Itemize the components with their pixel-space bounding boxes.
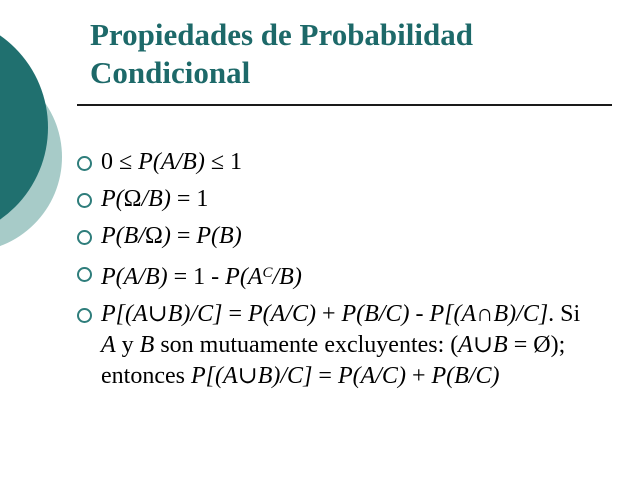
bullet-list [77, 147, 633, 398]
bullet-circle-icon [77, 156, 92, 171]
bullet-text-line: P[(A∪B)/C] = P(A/C) + P(B/C) - P[(A∩B)/C]. Si [101, 301, 581, 327]
bullet-circle-icon [77, 230, 92, 245]
bullet-circle-icon [77, 267, 92, 282]
bullet-item [77, 258, 633, 293]
bullet-text-line: P(B/Ω) = P(B) [101, 223, 242, 249]
bullet-text-line: $P(A/B) = 1 - P(A^C/B)$ [101, 264, 302, 290]
slide-title-line2: Condicional [90, 55, 251, 90]
slide-title [90, 16, 620, 92]
bullet-text-line: P(Ω/B) = 1 [101, 186, 209, 212]
bullet-text-line: A y B son mutuamente excluyentes: (A∪B = Ø); [101, 332, 566, 358]
bullet-text [101, 184, 633, 215]
bullet-text [101, 147, 633, 178]
bullet-text-line: entonces P[(A∪B)/C] = P(A/C) + P(B/C) [101, 363, 500, 389]
bullet-item [77, 147, 633, 178]
bullet-text-line: 0 ≤ P(A/B) ≤ 1 [101, 149, 242, 175]
bullet-text [101, 221, 633, 252]
bullet-circle-icon [77, 193, 92, 208]
bullet-text [101, 299, 633, 392]
bullet-text [101, 258, 633, 293]
bullet-circle-icon [77, 308, 92, 323]
title-underline [77, 104, 612, 106]
bullet-item [77, 299, 633, 392]
slide-title-line1: Propiedades de Probabilidad [90, 17, 473, 52]
bullet-item [77, 221, 633, 252]
bullet-item [77, 184, 633, 215]
